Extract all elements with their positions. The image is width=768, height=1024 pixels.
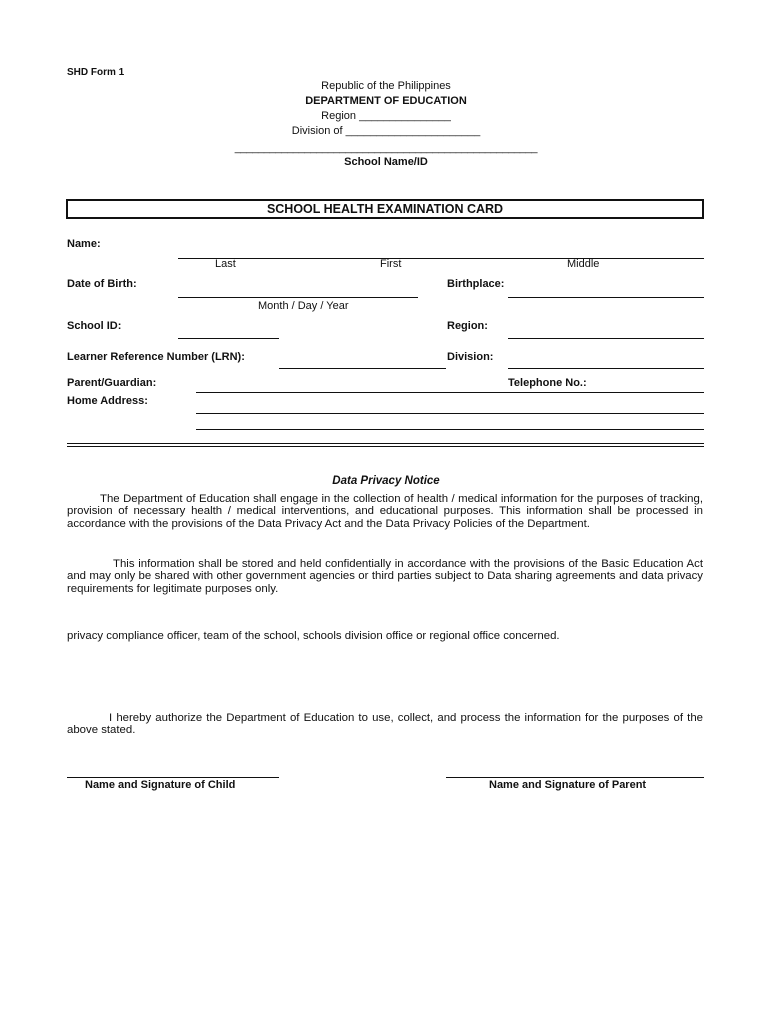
privacy-title: Data Privacy Notice (332, 475, 440, 487)
address-input-line-2[interactable] (196, 429, 704, 430)
school-id-input-line[interactable] (178, 338, 279, 339)
dob-input-line[interactable] (178, 297, 418, 298)
address-label: Home Address: (67, 395, 148, 407)
parent-label: Parent/Guardian: (67, 377, 157, 389)
division-label: Division: (447, 351, 494, 363)
school-id-label: School ID: (67, 320, 122, 332)
region-header: Region _______________ (321, 110, 451, 122)
name-label: Name: (67, 238, 101, 250)
telephone-label: Telephone No.: (508, 377, 587, 389)
dob-format-label: Month / Day / Year (258, 300, 349, 312)
first-name-label: First (380, 258, 402, 270)
birthplace-input-line[interactable] (508, 297, 704, 298)
school-name-label: School Name/ID (344, 156, 428, 168)
region-label: Region: (447, 320, 488, 332)
parent-input-line[interactable] (196, 392, 704, 393)
child-signature-label: Name and Signature of Child (85, 779, 236, 791)
name-input-line[interactable] (178, 258, 704, 259)
privacy-paragraph-3: privacy compliance officer, team of the school, schools division office or regional office concerned. (67, 630, 560, 642)
section-divider-top (67, 443, 704, 444)
lrn-label: Learner Reference Number (LRN): (67, 351, 245, 363)
region-input-line[interactable] (508, 338, 704, 339)
address-input-line-1[interactable] (196, 413, 704, 414)
middle-name-label: Middle (567, 258, 600, 270)
privacy-paragraph-2: This information shall be stored and held confidentially in accordance with the provisions of the Basic Education Act and may only be shared with other government agencies or third parties subject to Data sharing agreements and data privacy requirements for legitimate purposes only. (67, 558, 703, 595)
division-input-line[interactable] (508, 368, 704, 369)
birthplace-label: Birthplace: (447, 278, 505, 290)
child-signature-line[interactable] (67, 777, 279, 778)
section-divider-bottom (67, 446, 704, 447)
form-code: SHD Form 1 (67, 67, 125, 78)
department-label: DEPARTMENT OF EDUCATION (305, 95, 467, 107)
lrn-input-line[interactable] (279, 368, 446, 369)
card-title: SCHOOL HEALTH EXAMINATION CARD (66, 199, 704, 219)
authorization-paragraph: I hereby authorize the Department of Education to use, collect, and process the information for the purposes of the above stated. (67, 712, 703, 737)
privacy-paragraph-1: The Department of Education shall engage in the collection of health / medical information for the purposes of tracking, provision of necessary health / medical interventions, and educational purposes. This information shall be processed in accordance with the provisions of the Data Privacy Act and the Data Privacy Policies of the Department. (67, 493, 703, 530)
division-header: Division of ______________________ (291, 125, 481, 137)
dob-label: Date of Birth: (67, 278, 137, 290)
parent-signature-line[interactable] (446, 777, 704, 778)
parent-signature-label: Name and Signature of Parent (489, 779, 647, 791)
last-name-label: Last (215, 258, 236, 270)
republic-label: Republic of the Philippines (321, 80, 451, 92)
school-name-line: ____________________________________________________ (234, 142, 538, 154)
